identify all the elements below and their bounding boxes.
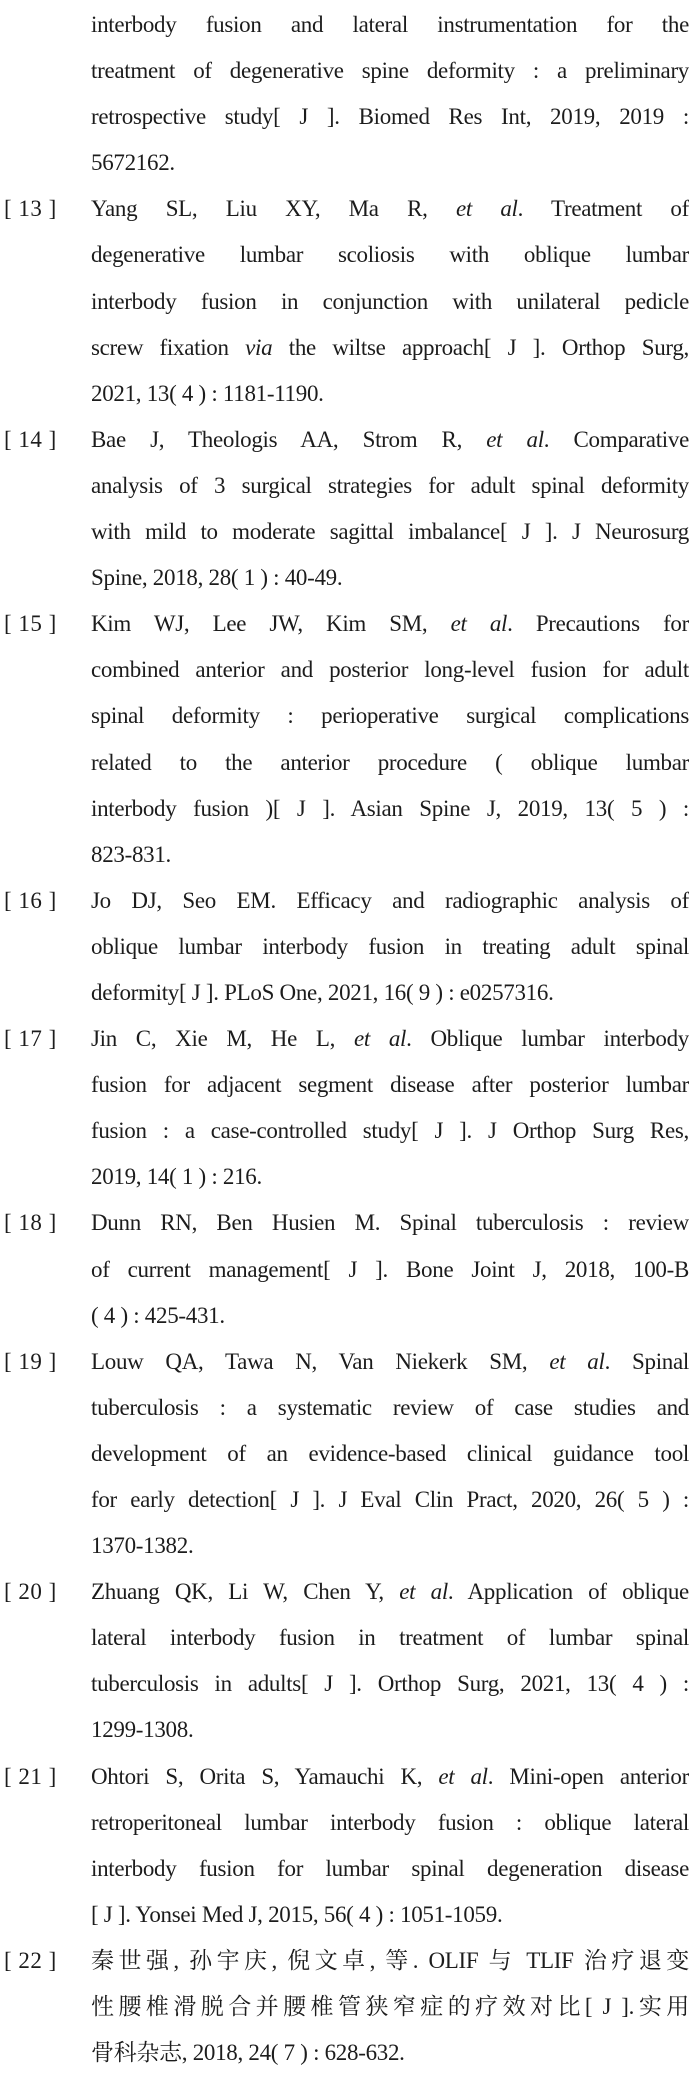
text: tuberculosis : a systematic review of case studies and: [91, 1394, 689, 1420]
reference-line: [91, 1938, 689, 1984]
text: combined anterior and posterior long-level fusion for adult: [91, 657, 689, 683]
reference-list: [0, 2, 690, 2076]
text: Dunn RN, Ben Husien M. Spinal tuberculosis : review: [91, 1210, 689, 1236]
reference-line: [91, 1062, 689, 1108]
text: . Oblique lumbar interbody: [406, 1026, 689, 1052]
reference-item: [0, 1339, 690, 1569]
text: Louw QA, Tawa N, Van Niekerk SM,: [91, 1348, 550, 1374]
text: fusion for adjacent segment disease after posterior lumbar: [91, 1072, 689, 1098]
text: the wiltse approach[ J ]. Orthop Surg,: [272, 334, 689, 360]
reference-text: [91, 1569, 689, 1753]
reference-line: [91, 1754, 689, 1800]
reference-item: [0, 878, 690, 1016]
reference-line: [91, 325, 689, 371]
italic-text: et al: [438, 1763, 488, 1789]
reference-line: [91, 647, 689, 693]
reference-line: [91, 1800, 689, 1846]
reference-item: [0, 601, 690, 878]
text: 5672162.: [91, 150, 175, 176]
reference-line: [91, 693, 689, 739]
reference-line: [91, 1385, 689, 1431]
reference-line: [91, 94, 689, 140]
text: 2021, 13( 4 ) : 1181-1190.: [91, 380, 324, 406]
reference-text: [91, 1200, 689, 1338]
text: with mild to moderate sagittal imbalance[ J ]. J Neurosurg: [91, 519, 689, 545]
reference-line: [91, 1892, 689, 1938]
text: . Mini-open anterior: [487, 1763, 689, 1789]
text: Ohtori S, Orita S, Yamauchi K,: [91, 1763, 439, 1789]
text: 骨科杂志, 2018, 24( 7 ) : 628-632.: [91, 2040, 405, 2066]
italic-text: et al: [353, 1026, 407, 1052]
text: for early detection[ J ]. J Eval Clin Pract, 2020, 26( 5 ) :: [91, 1487, 689, 1512]
text: . Spinal: [604, 1348, 689, 1374]
reference-line: [91, 786, 689, 832]
text: . Treatment of: [517, 196, 689, 222]
text: deformity[ J ]. PLoS One, 2021, 16( 9 ) : e0257316.: [91, 979, 554, 1005]
reference-line: [91, 2, 689, 48]
text: Bae J, Theologis AA, Strom R,: [91, 426, 487, 452]
text: treatment of degenerative spine deformity : a preliminary: [91, 58, 689, 84]
text: analysis of 3 surgical strategies for adult spinal deformity: [91, 472, 689, 498]
reference-line: [91, 1247, 689, 1293]
reference-continuation: [0, 2, 690, 186]
text: interbody fusion )[ J ]. Asian Spine J, 2019, 13( 5 ) :: [91, 795, 689, 821]
reference-text: [91, 1339, 689, 1569]
text: Jo DJ, Seo EM. Efficacy and radiographic analysis of: [91, 887, 689, 913]
text: Jin C, Xie M, He L,: [91, 1026, 354, 1052]
reference-line: [91, 1200, 689, 1246]
reference-line: [91, 970, 689, 1016]
reference-line: [91, 1523, 689, 1569]
reference-line: [91, 1108, 689, 1154]
text: 性腰椎滑脱合并腰椎管狭窄症的疗效对比[ J ].实用: [91, 1994, 689, 2020]
reference-number: [ 14 ]: [4, 426, 57, 452]
reference-line: [91, 1661, 689, 1707]
italic-text: et al: [549, 1348, 605, 1374]
reference-line: [91, 1984, 689, 2030]
reference-line: [91, 878, 689, 924]
italic-text: et al: [486, 426, 544, 452]
text: tuberculosis in adults[ J ]. Orthop Surg, 2021, 13( 4 ) :: [91, 1671, 689, 1697]
reference-line: [91, 740, 689, 786]
reference-number: [ 15 ]: [4, 611, 57, 637]
text: ( 4 ) : 425-431.: [91, 1302, 225, 1328]
reference-line: [91, 186, 689, 232]
reference-number: [ 22 ]: [4, 1947, 57, 1973]
reference-line: [91, 1016, 689, 1062]
text: screw fixation: [91, 334, 246, 360]
reference-line: [91, 1707, 689, 1753]
text: Yang SL, Liu XY, Ma R,: [91, 196, 456, 222]
reference-number: [ 18 ]: [4, 1210, 57, 1236]
italic-text: et al: [450, 611, 508, 637]
reference-line: [91, 924, 689, 970]
reference-item: [0, 1200, 690, 1338]
reference-number: [ 16 ]: [4, 887, 57, 913]
text: 823-831.: [91, 841, 172, 867]
text: oblique lumbar interbody fusion in treating adult spinal: [91, 933, 689, 959]
text: retroperitoneal lumbar interbody fusion : oblique lateral: [91, 1809, 689, 1835]
reference-line: [91, 1569, 689, 1615]
reference-text: [91, 601, 689, 878]
italic-text: et al: [399, 1579, 448, 1605]
text: . Application of oblique: [447, 1579, 689, 1605]
reference-line: [91, 1846, 689, 1892]
reference-item: [0, 1016, 690, 1200]
reference-number: [ 21 ]: [4, 1763, 57, 1789]
reference-line: [91, 2030, 689, 2076]
italic-text: via: [245, 334, 273, 360]
text: . Comparative: [543, 426, 689, 452]
text: development of an evidence-based clinical guidance tool: [91, 1440, 689, 1466]
reference-line: [91, 1154, 689, 1200]
reference-item: [0, 1938, 690, 2076]
reference-item: [0, 1754, 690, 1938]
reference-item: [0, 417, 690, 601]
reference-item: [0, 186, 690, 416]
reference-line: [91, 140, 689, 186]
text: degenerative lumbar scoliosis with oblique lumbar: [91, 242, 689, 268]
reference-line: [91, 1293, 689, 1339]
text: Zhuang QK, Li W, Chen Y,: [91, 1579, 400, 1605]
reference-line: [91, 417, 689, 463]
text: interbody fusion in conjunction with unilateral pedicle: [91, 288, 689, 314]
reference-line: [91, 463, 689, 509]
text: Spine, 2018, 28( 1 ) : 40-49.: [91, 565, 343, 591]
text: of current management[ J ]. Bone Joint J, 2018, 100-B: [91, 1256, 689, 1282]
reference-line: [91, 509, 689, 555]
reference-line: [91, 832, 689, 878]
reference-text: [91, 1016, 689, 1200]
reference-number: [ 20 ]: [4, 1579, 57, 1605]
text: fusion : a case-controlled study[ J ]. J Orthop Surg Res,: [91, 1118, 689, 1144]
reference-text: [91, 2, 689, 186]
text: 秦世强, 孙宇庆, 倪文卓, 等. OLIF 与 TLIF 治疗退变: [91, 1947, 689, 1973]
reference-text: [91, 878, 689, 1016]
reference-text: [91, 417, 689, 601]
text: lateral interbody fusion in treatment of lumbar spinal: [91, 1625, 689, 1651]
text: interbody fusion and lateral instrumentation for the: [91, 12, 689, 37]
reference-text: [91, 1754, 689, 1938]
reference-line: [91, 1339, 689, 1385]
text: 1299-1308.: [91, 1717, 194, 1743]
text: 1370-1382.: [91, 1533, 194, 1559]
italic-text: et al: [455, 196, 518, 222]
reference-number: [ 19 ]: [4, 1348, 57, 1374]
reference-line: [91, 232, 689, 278]
reference-text: [91, 1938, 689, 2076]
reference-line: [91, 1615, 689, 1661]
text: retrospective study[ J ]. Biomed Res Int, 2019, 2019 :: [91, 104, 689, 130]
reference-line: [91, 601, 689, 647]
reference-line: [91, 1477, 689, 1523]
text: interbody fusion for lumbar spinal degeneration disease: [91, 1855, 689, 1881]
reference-line: [91, 555, 689, 601]
text: Kim WJ, Lee JW, Kim SM,: [91, 611, 451, 637]
reference-number: [ 17 ]: [4, 1026, 57, 1052]
text: related to the anterior procedure ( oblique lumbar: [91, 749, 689, 775]
reference-text: [91, 186, 689, 416]
text: [ J ]. Yonsei Med J, 2015, 56( 4 ) : 1051-1059.: [91, 1901, 503, 1927]
reference-line: [91, 279, 689, 325]
text: . Precautions for: [507, 611, 689, 637]
text: 2019, 14( 1 ) : 216.: [91, 1164, 262, 1190]
reference-line: [91, 48, 689, 94]
text: spinal deformity : perioperative surgical complications: [91, 703, 689, 729]
reference-number: [ 13 ]: [4, 196, 57, 222]
reference-item: [0, 1569, 690, 1753]
reference-line: [91, 1431, 689, 1477]
reference-line: [91, 371, 689, 417]
